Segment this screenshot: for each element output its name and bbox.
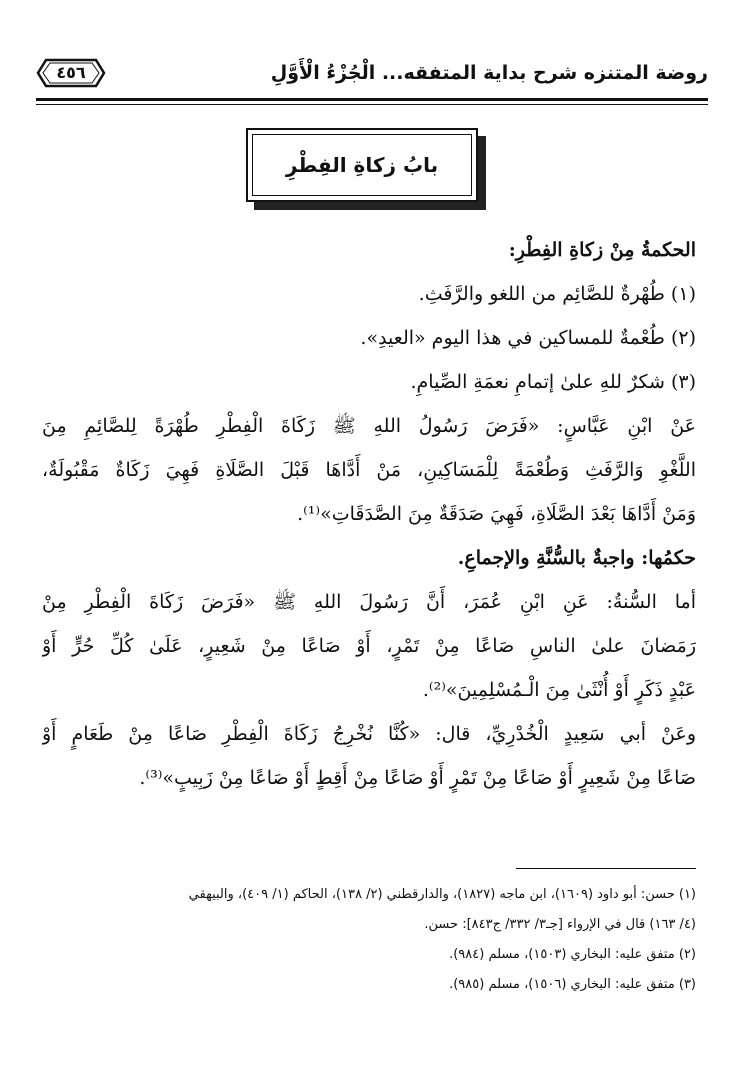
wisdom-point-3: (٣) شكرٌ للهِ علىٰ إتمامِ نعمَةِ الصِّيامِ. [410, 371, 696, 393]
header-rule-thin [36, 104, 708, 105]
page-number-badge [36, 58, 106, 88]
page-number: ٤٥٦ [56, 63, 86, 82]
hadith-ibn-abbas-line-1: عَنْ ابْنِ عَبَّاسٍ: «فَرَضَ رَسُولُ اللهِ ﷺ زَكَاةَ الْفِطْرِ طُهْرَةً لِلصَّائِمِ مِنَ [42, 415, 696, 437]
hadith-ibn-abbas-line-2: اللَّغْوِ وَالرَّفَثِ وَطُعْمَةً لِلْمَسَاكِينِ، مَنْ أَدَّاهَا قَبْلَ الصَّلَاةِ فَهِيَ زَكَاةٌ مَقْبُولَةٌ، [42, 459, 696, 481]
footnote-3: (٣) متفق عليه: البخاري (١٥٠٦)، مسلم (٩٨٥). [449, 977, 696, 992]
footnotes [40, 880, 696, 1000]
hadith-abu-said-line-1: وعَنْ أبي سَعِيدٍ الْخُدْرِيِّ، قال: «كُنَّا نُخْرِجُ زَكَاةَ الْفِطْرِ صَاعًا مِنْ طَعَامٍ أَوْ [42, 723, 696, 745]
chapter-title: بابُ زكاةِ الفِطْرِ [285, 153, 439, 177]
book-title: روضة المتنزه شرح بداية المتفقه... الْجُزْءُ الْأَوَّلِ [270, 62, 708, 84]
hadith-ibn-abbas-line-3: وَمَنْ أَدَّاهَا بَعْدَ الصَّلَاةِ، فَهِيَ صَدَقَةٌ مِنَ الصَّدَقَاتِ»⁽¹⁾. [297, 503, 696, 525]
hadith-ibn-umar-line-2: رَمَضانَ علىٰ الناسِ صَاعًا مِنْ تَمْرٍ، أَوْ صَاعًا مِنْ شَعِيرٍ، عَلَىٰ كُلِّ حُرٍّ أَوْ [42, 635, 696, 657]
hadith-ibn-umar-line-1: أما السُّنةُ: عَنِ ابْنِ عُمَرَ، أَنَّ رَسُولَ اللهِ ﷺ «فَرَضَ زَكَاةَ الْفِطْرِ مِنْ [42, 591, 696, 613]
wisdom-heading: الحكمةُ مِنْ زكاةِ الفِطْرِ: [508, 239, 696, 261]
footnote-2: (٢) متفق عليه: البخاري (١٥٠٣)، مسلم (٩٨٤). [449, 947, 696, 962]
footnote-1-line-1: (١) حسن: أبو داود (١٦٠٩)، ابن ماجه (١٨٢٧)، والدارقطني (٢/ ١٣٨)، الحاكم (١/ ٤٠٩)، والبيهقي [188, 887, 696, 902]
header-rule-thick [36, 98, 708, 101]
main-text [42, 228, 696, 800]
ruling-heading: حكمُها: واجبةٌ بالسُّنَّةِ والإجماعِ. [457, 547, 696, 569]
footnote-1-line-2: (٤/ ١٦٣) قال في الإرواء [جـ٣/ ٣٣٢/ ج٨٤٣]: حسن. [424, 917, 696, 932]
hadith-ibn-umar-line-3: عَبْدٍ ذَكَرٍ أَوْ أُنْثَىٰ مِنَ الْـمُسْلِمِينَ»⁽²⁾. [422, 679, 696, 701]
chapter-title-box [246, 128, 486, 210]
running-header [36, 56, 708, 96]
wisdom-point-2: (٢) طُعْمةٌ للمساكين في هذا اليوم «العيدِ». [360, 327, 696, 349]
wisdom-point-1: (١) طُهْرةٌ للصَّائِم من اللغو والرَّفَثِ. [418, 283, 696, 305]
footnote-separator [516, 868, 696, 869]
hadith-abu-said-line-2: صَاعًا مِنْ شَعِيرٍ أَوْ صَاعًا مِنْ تَمْرٍ أَوْ صَاعًا مِنْ أَقِطٍ أَوْ صَاعًا مِنْ زَبِيبٍ»⁽³⁾. [139, 767, 696, 789]
